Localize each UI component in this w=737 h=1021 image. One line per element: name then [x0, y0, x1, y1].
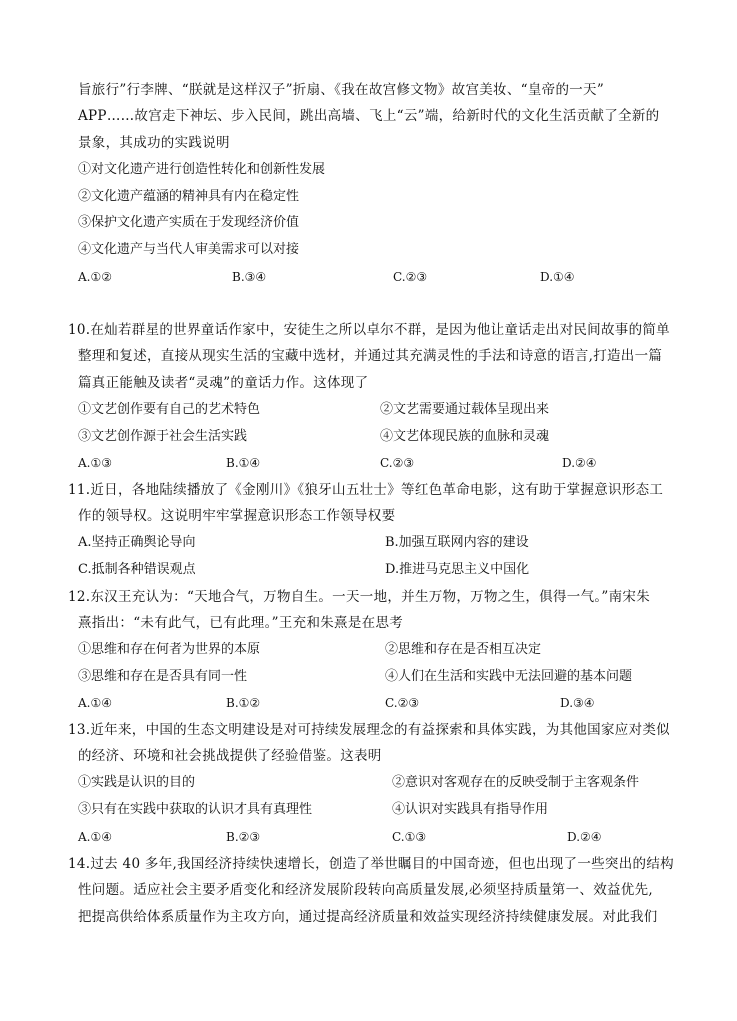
q13-option-3: ③只有在实践中获取的认识才具有真理性	[78, 802, 313, 817]
q13-answer-d: D.②④	[567, 830, 602, 844]
q11-answer-b: B.加强互联网内容的建设	[385, 535, 529, 550]
q13-answer-b: B.②③	[226, 830, 261, 844]
q10-option-2: ②文艺需要通过载体呈现出来	[380, 402, 550, 417]
q14-stem-line-3: 把提高供给体系质量作为主攻方向，通过提高经济质量和效益实现经济持续健康发展。对此我们	[78, 909, 658, 925]
q9-option-2: ②文化遗产蕴涵的精神具有内在稳定性	[78, 189, 300, 204]
q10-option-3: ③文艺创作源于社会生活实践	[78, 429, 248, 444]
q14-stem-line-1: 14.过去 40 多年,我国经济持续快速增长，创造了举世瞩目的中国奇迹，但也出现了一些突出的结构	[68, 856, 674, 872]
q9-option-3: ③保护文化遗产实质在于发现经济价值	[78, 215, 300, 230]
q12-answer-b: B.①②	[226, 696, 261, 710]
q9-answer-b: B.③④	[232, 270, 267, 284]
q10-answer-c: C.②③	[380, 456, 415, 470]
q12-stem-line-2: 熹指出：“未有此气，已有此理。”王充和朱熹是在思考	[78, 615, 404, 631]
q14-stem-line-2: 性问题。适应社会主要矛盾变化和经济发展阶段转向高质量发展,必须坚持质量第一、效益优先,	[78, 882, 653, 898]
q10-stem-line-2: 整理和复述，直接从现实生活的宝藏中选材，并通过其充满灵性的手法和诗意的语言,打造出一篇	[78, 348, 663, 364]
q12-answer-d: D.③④	[560, 696, 595, 710]
q12-option-2: ②思维和存在是否相互决定	[385, 642, 542, 657]
q11-stem-line-1: 11.近日，各地陆续播放了《金刚川》《狼牙山五壮士》等红色革命电影，这有助于掌握意识形态工	[68, 482, 664, 498]
q11-stem-line-2: 作的领导权。这说明牢牢掌握意识形态工作领导权要	[78, 508, 396, 524]
q9-stem-line-3: 景象，其成功的实践说明	[78, 135, 230, 151]
q12-option-4: ④人们在生活和实践中无法回避的基本问题	[385, 669, 633, 684]
q9-answer-c: C.②③	[393, 270, 428, 284]
q13-answer-c: C.①③	[392, 830, 427, 844]
q11-answer-d: D.推进马克思主义中国化	[385, 562, 530, 577]
q13-option-4: ④认识对实践具有指导作用	[392, 802, 549, 817]
q13-option-1: ①实践是认识的目的	[78, 775, 196, 790]
q10-option-1: ①文艺创作要有自己的艺术特色	[78, 402, 261, 417]
q9-stem-line-2: APP……故宫走下神坛、步入民间，跳出高墙、飞上“云”端，给新时代的文化生活贡献了全新的	[78, 108, 660, 124]
q10-answer-d: D.②④	[562, 456, 597, 470]
q13-stem-line-1: 13.近年来，中国的生态文明建设是对可持续发展理念的有益探索和具体实践，为其他国家应对类似	[68, 722, 670, 738]
q13-stem-line-2: 的经济、环境和社会挑战提供了经验借鉴。这表明	[78, 748, 382, 764]
q11-answer-c: C.抵制各种错误观点	[78, 562, 196, 577]
q10-stem-line-3: 篇真正能触及读者“灵魂”的童话力作。这体现了	[78, 375, 369, 391]
q10-stem-line-1: 10.在灿若群星的世界童话作家中，安徒生之所以卓尔不群，是因为他让童话走出对民间故事的简单	[68, 322, 670, 338]
q12-answer-a: A.①④	[78, 696, 112, 710]
q10-answer-b: B.①④	[226, 456, 261, 470]
q12-option-1: ①思维和存在何者为世界的本原	[78, 642, 261, 657]
q9-stem-line-1: 旨旅行”行李牌、“朕就是这样汉子”折扇、《我在故宫修文物》故宫美妆、“皇帝的一天”	[78, 82, 605, 98]
q9-option-4: ④文化遗产与当代人审美需求可以对接	[78, 242, 300, 257]
q9-answer-d: D.①④	[540, 270, 575, 284]
q13-answer-a: A.①④	[78, 830, 112, 844]
q9-answer-a: A.①②	[78, 270, 112, 284]
q9-option-1: ①对文化遗产进行创造性转化和创新性发展	[78, 162, 326, 177]
q12-stem-line-1: 12.东汉王充认为：“天地合气，万物自生。一天一地，并生万物，万物之生，俱得一气。”南宋朱	[68, 589, 651, 605]
q12-option-3: ③思维和存在是否具有同一性	[78, 669, 248, 684]
q10-answer-a: A.①③	[78, 456, 112, 470]
q13-option-2: ②意识对客观存在的反映受制于主客观条件	[392, 775, 640, 790]
q12-answer-c: C.②③	[385, 696, 420, 710]
q11-answer-a: A.坚持正确舆论导向	[78, 535, 196, 550]
q10-option-4: ④文艺体现民族的血脉和灵魂	[380, 429, 550, 444]
